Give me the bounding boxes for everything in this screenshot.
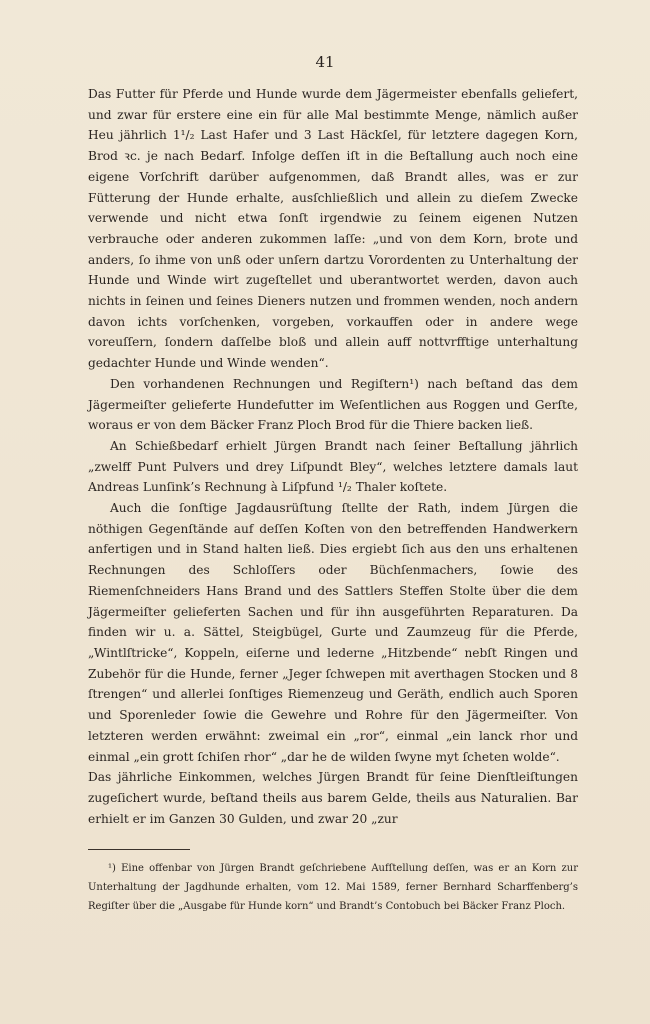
- footnote-rule: [88, 849, 190, 850]
- footnote: ¹) Eine offenbar von Jürgen Brandt geſchriebene Aufſtellung deſſen, was er an Korn zur Unterhaltung der Jagdhunde erhalten, vom 12. Mai 1589, ferner Bernhard Scharffenberg’s Regiſter über die „Ausgabe für Hunde korn“ und Brandt’s Contobuch bei Bäcker Franz Ploch.: [88, 863, 578, 913]
- paragraph-fodder: Das Futter für Pferde und Hunde wurde dem Jägermeister ebenfalls geliefert, und zwar für erstere eine ein für alle Mal bestimmte Menge, nämlich außer Heu jährlich 1¹/₂ Last Hafer und 3 Last Häckſel, für letztere dagegen Korn, Brod ꝛc. je nach Bedarf. Infolge deſſen iſt in die Beſtallung auch noch eine eigene Vorſchrift darüber aufgenommen, daß Brandt alles, was er zur Fütterung der Hunde erhalte, ausſchließlich und allein zu dieſem Zwecke verwende und nicht etwa ſonſt irgendwie zu ſeinem eigenen Nutzen verbrauche oder anderen zukommen laſſe: „und von dem Korn, brote und anders, ſo ihme von unß oder unſern dartzu Vorordenten zu Unterhaltung der Hunde und Winde wirt zugeſtellet und uberantwortet werden, davon auch nichts in ſeinen und ſeines Dieners nutzen und frommen wenden, noch andern davon ichts vorſchenken, vorgeben, vorkauffen oder in andere wege voreuſſern, ſondern daſſelbe bloß und allein auff nottvrfftige unterhaltung gedachter Hunde und Winde wenden“.: [88, 87, 578, 371]
- body-text: [88, 84, 578, 829]
- paragraph-equipment: Auch die ſonſtige Jagdausrüſtung ſtellte der Rath, indem Jürgen die nöthigen Gegenſtände auf deſſen Koſten von den betreffenden Handwerkern anfertigen und in Stand halten ließ. Dies ergiebt ſich aus den uns erhaltenen Rechnungen des Schloſſers oder Büchſenmachers, ſowie des Riemenſchneiders Hans Brand und des Sattlers Steffen Stolte über die dem Jägermeiſter gelieferten Sachen und für ihn ausgeführten Reparaturen. Da finden wir u. a. Sättel, Steigbügel, Gurte und Zaumzeug für die Pferde, „Wintlſtricke“, Koppeln, eiſerne und lederne „Hitzbende“ nebſt Ringen und Zubehör für die Hunde, ferner „Jeger ſchwepen mit averthagen Stocken und 8 ſtrengen“ und allerlei ſonſtiges Riemenzeug und Geräth, endlich auch Sporen und Sporenleder ſowie die Gewehre und Rohre für den Jägermeiſter. Von letzteren werden erwähnt: zweimal ein „ror“, einmal „ein lanck rhor und einmal „ein grott ſchiſen rhor“ „dar he de wilden ſwyne myt ſcheten wolde“.: [88, 501, 578, 764]
- page-number: 41: [315, 53, 335, 71]
- paragraph-accounts: Den vorhandenen Rechnungen und Regiſtern¹) nach beſtand das dem Jägermeiſter gelieferte Hundefutter im Weſentlichen aus Roggen und Gerſte, woraus er von dem Bäcker Franz Ploch Brod für die Thiere backen ließ.: [88, 376, 578, 433]
- paragraph-income: Das jährliche Einkommen, welches Jürgen Brandt für ſeine Dienſtleiſtungen zugeſichert wurde, beſtand theils aus barem Gelde, theils aus Naturalien. Bar erhielt er im Ganzen 30 Gulden, und zwar 20 „zur: [88, 770, 578, 826]
- paragraph-ammunition: An Schießbedarf erhielt Jürgen Brandt nach ſeiner Beſtallung jährlich „zwelff Punt Pulvers und drey Liſpundt Bley“, welches letztere damals laut Andreas Lunſink’s Rechnung à Liſpfund ¹/₂ Thaler koſtete.: [88, 438, 578, 495]
